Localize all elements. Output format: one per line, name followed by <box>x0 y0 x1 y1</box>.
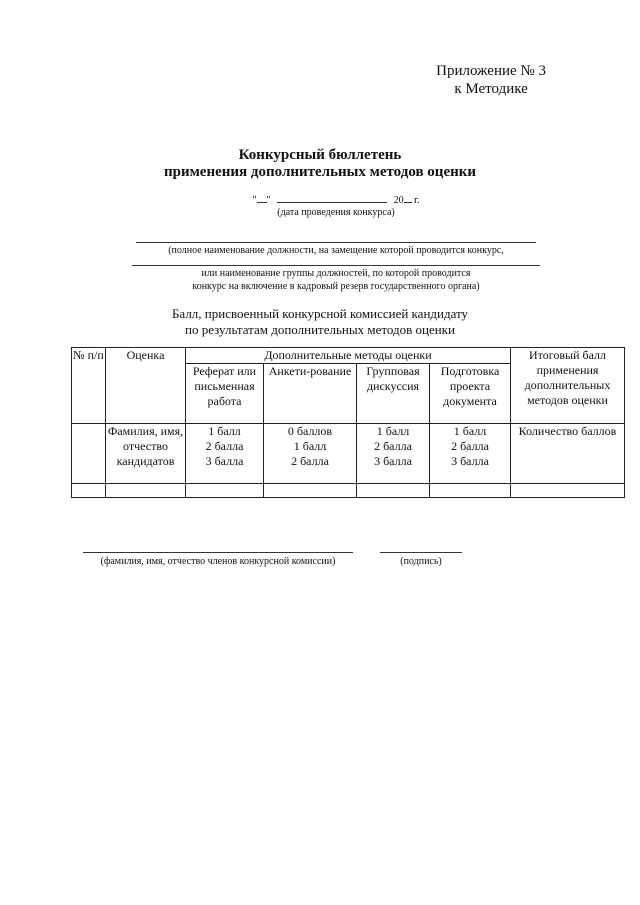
score-value: 2 балла <box>451 439 489 453</box>
table-scores-row <box>72 424 625 484</box>
year-blank <box>404 202 412 203</box>
total-label: Количество баллов <box>511 424 625 484</box>
position-line-2 <box>132 265 540 266</box>
scores-number-cell <box>72 424 106 484</box>
score-value: 3 балла <box>451 454 489 468</box>
day-blank <box>257 202 267 203</box>
empty-cell <box>106 484 186 498</box>
method-document-draft: Подготовка проекта документа <box>430 364 511 424</box>
method-essay: Реферат или письменная работа <box>186 364 264 424</box>
month-blank <box>277 202 387 203</box>
subtitle-line-1: Балл, присвоенный конкурсной комиссией кандидату <box>171 306 469 321</box>
method-group-discussion: Групповая дискуссия <box>357 364 430 424</box>
empty-cell <box>186 484 264 498</box>
discussion-scores <box>357 424 430 484</box>
year-suffix: г. <box>414 195 420 206</box>
empty-cell <box>264 484 357 498</box>
signature-line <box>380 552 462 553</box>
document-draft-scores <box>430 424 511 484</box>
year-prefix: 20 <box>393 195 404 206</box>
table-empty-row <box>72 484 625 498</box>
position-caption-3: конкурс на включение в кадровый резерв государственного органа) <box>192 281 480 292</box>
score-value: 1 балл <box>293 439 327 453</box>
appendix-header <box>436 62 546 98</box>
essay-scores <box>186 424 264 484</box>
score-value: 1 балл <box>208 424 241 438</box>
header-methods: Дополнительные методы оценки <box>186 348 511 364</box>
questionnaire-scores <box>264 424 357 484</box>
empty-cell <box>357 484 430 498</box>
header-rating: Оценка <box>106 348 186 424</box>
members-signature-line <box>83 552 353 553</box>
score-subtitle <box>0 306 640 338</box>
position-caption-1: (полное наименование должности, на замещение которой проводится конкурс, <box>168 245 504 256</box>
members-caption: (фамилия, имя, отчество членов конкурсной комиссии) <box>100 556 336 567</box>
subtitle-line-2: по результатам дополнительных методов оценки <box>185 322 455 337</box>
position-caption-2: или наименование группы должностей, по которой проводится <box>201 268 471 279</box>
position-line-1 <box>136 242 536 243</box>
empty-cell <box>72 484 106 498</box>
method-questionnaire: Анкети-рование <box>264 364 357 424</box>
score-value: 1 балл <box>376 424 410 438</box>
title-line-2: применения дополнительных методов оценки <box>163 164 477 180</box>
header-number: № п/п <box>72 348 106 424</box>
appendix-number: Приложение № 3 <box>436 63 546 79</box>
candidate-label: Фамилия, имя, отчество кандидатов <box>106 424 186 484</box>
score-value: 2 балла <box>291 454 329 468</box>
score-value: 1 балл <box>453 424 487 438</box>
table-header-row <box>72 348 625 364</box>
date-field <box>0 195 640 219</box>
document-title <box>0 147 640 181</box>
date-quote-open: " <box>252 195 257 206</box>
title-line-1: Конкурсный бюллетень <box>238 147 402 163</box>
score-table <box>71 347 625 498</box>
score-value: 3 балла <box>205 454 244 468</box>
score-value: 2 балла <box>374 439 412 453</box>
score-value: 0 баллов <box>287 424 333 438</box>
header-total: Итоговый балл применения дополнительных методов оценки <box>511 348 625 424</box>
score-value: 3 балла <box>374 454 412 468</box>
appendix-reference: к Методике <box>454 81 528 97</box>
empty-cell <box>511 484 625 498</box>
date-caption: (дата проведения конкурса) <box>277 207 395 218</box>
date-quote-close: " <box>266 195 271 206</box>
score-value: 2 балла <box>205 439 244 453</box>
empty-cell <box>430 484 511 498</box>
signature-caption: (подпись) <box>400 556 442 567</box>
